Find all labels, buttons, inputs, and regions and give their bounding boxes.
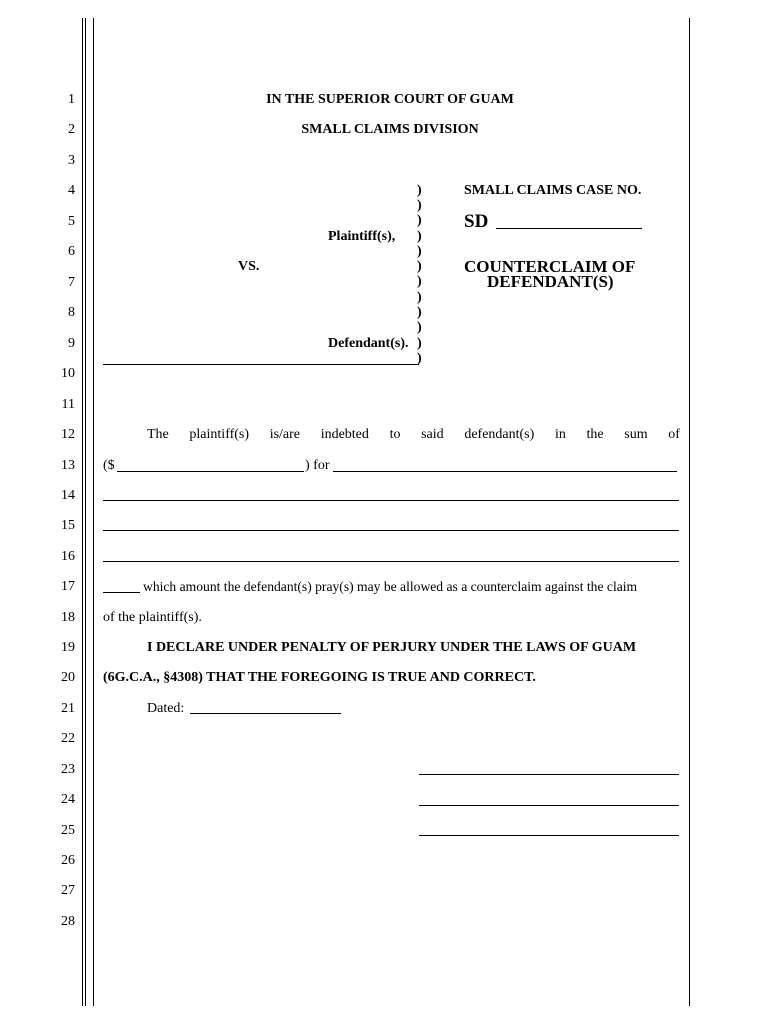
- word: is/are: [269, 427, 301, 442]
- plaintiff-label: Plaintiff(s),: [328, 229, 396, 244]
- line-number: 23: [61, 762, 75, 777]
- division-title: SMALL CLAIMS DIVISION: [301, 122, 479, 137]
- signature-line-1[interactable]: [419, 774, 679, 775]
- sd-prefix: SD: [464, 211, 489, 232]
- caption-paren: ): [417, 351, 422, 366]
- caption-underline: [103, 364, 419, 365]
- signature-line-3[interactable]: [419, 835, 679, 836]
- amount-close-for: ) for: [305, 458, 330, 473]
- line-number: 28: [61, 914, 75, 929]
- word: the: [586, 427, 604, 442]
- dated-label: Dated:: [147, 701, 185, 716]
- declaration-line-2: (6G.C.A., §4308) THAT THE FOREGOING IS TRUE AND CORRECT.: [103, 670, 536, 685]
- document-title-line-1: COUNTERCLAIM OF: [464, 257, 636, 276]
- line-number: 19: [61, 640, 75, 655]
- caption-paren: ): [417, 274, 422, 289]
- line-number: 11: [61, 397, 75, 412]
- caption-paren: ): [417, 198, 422, 213]
- vs-label: VS.: [238, 259, 260, 274]
- word: in: [554, 427, 566, 442]
- line-number: 8: [68, 305, 75, 320]
- reason-field-line-15[interactable]: [103, 530, 679, 531]
- reason-field-line-13[interactable]: [333, 471, 677, 472]
- line-number: 24: [61, 792, 75, 807]
- caption-paren: ): [417, 320, 422, 335]
- defendant-label: Defendant(s).: [328, 336, 409, 351]
- line-number: 12: [61, 427, 75, 442]
- word: The: [147, 427, 169, 442]
- caption-paren: ): [417, 336, 422, 351]
- caption-paren: ): [417, 183, 422, 198]
- line-number: 4: [68, 183, 75, 198]
- line-number: 25: [61, 823, 75, 838]
- line-number: 15: [61, 518, 75, 533]
- word: to: [389, 427, 401, 442]
- line-number: 7: [68, 275, 75, 290]
- line-number: 3: [68, 153, 75, 168]
- line-number: 27: [61, 883, 75, 898]
- word: defendant(s): [464, 427, 535, 442]
- paragraph-line-12: [147, 427, 680, 443]
- line-number: 20: [61, 670, 75, 685]
- right-margin-rule: [689, 18, 690, 1006]
- word: plaintiff(s): [189, 427, 250, 442]
- line-number: 18: [61, 610, 75, 625]
- line-number: 2: [68, 122, 75, 137]
- line-number: 6: [68, 244, 75, 259]
- reason-field-line-14[interactable]: [103, 500, 679, 501]
- line-number: 13: [61, 458, 75, 473]
- counterclaim-text: which amount the defendant(s) pray(s) may be allowed as a counterclaim against the claim: [143, 579, 638, 594]
- caption-paren: ): [417, 244, 422, 259]
- amount-field[interactable]: [117, 471, 304, 472]
- plaintiff-claim-text: of the plaintiff(s).: [103, 610, 202, 625]
- left-margin-rule-2: [85, 18, 86, 1006]
- court-title: IN THE SUPERIOR COURT OF GUAM: [266, 92, 514, 107]
- caption-paren: ): [417, 213, 422, 228]
- word: indebted: [320, 427, 369, 442]
- case-number-field[interactable]: [496, 228, 642, 229]
- amount-open: ($: [103, 458, 115, 473]
- line-number: 21: [61, 701, 75, 716]
- left-margin-rule-3: [93, 18, 94, 1006]
- word: of: [668, 427, 680, 442]
- signature-line-2[interactable]: [419, 805, 679, 806]
- line-number: 22: [61, 731, 75, 746]
- line-number: 14: [61, 488, 75, 503]
- line-number: 26: [61, 853, 75, 868]
- reason-field-line-16[interactable]: [103, 561, 679, 562]
- word: sum: [624, 427, 648, 442]
- caption-paren: ): [417, 259, 422, 274]
- line-number: 16: [61, 549, 75, 564]
- line-number: 5: [68, 214, 75, 229]
- line-number: 1: [68, 92, 75, 107]
- date-field[interactable]: [190, 713, 341, 714]
- line-number: 9: [68, 336, 75, 351]
- line-number: 17: [61, 579, 75, 594]
- line-number: 10: [61, 366, 75, 381]
- caption-paren: ): [417, 290, 422, 305]
- word: said: [421, 427, 444, 442]
- caption-paren: ): [417, 229, 422, 244]
- reason-field-line-17[interactable]: [103, 592, 140, 593]
- left-margin-rule-1: [82, 18, 83, 1006]
- document-title-line-2: DEFENDANT(S): [487, 272, 614, 291]
- case-no-label: SMALL CLAIMS CASE NO.: [464, 183, 642, 198]
- declaration-line-1: I DECLARE UNDER PENALTY OF PERJURY UNDER THE LAWS OF GUAM: [147, 640, 637, 655]
- caption-paren: ): [417, 305, 422, 320]
